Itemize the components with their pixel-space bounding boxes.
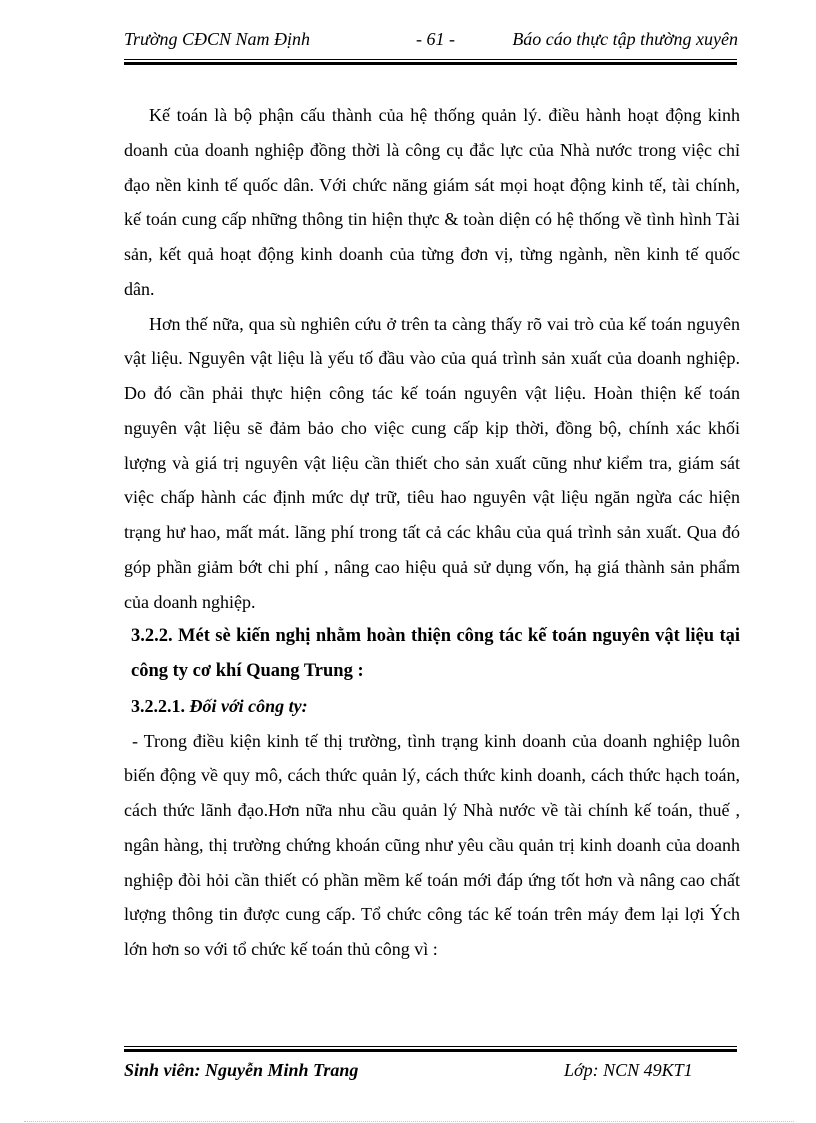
footer-class: Lớp: NCN 49KT1 bbox=[564, 1060, 693, 1080]
footer-divider bbox=[124, 1046, 737, 1052]
page-body bbox=[124, 98, 740, 967]
section-heading-3-2-2-1 bbox=[124, 689, 740, 724]
section-heading-3-2-2: 3.2.2. Mét sè kiến nghị nhằm hoàn thiện công tác kế toán nguyên vật liệu tại công ty cơ khí Quang Trung : bbox=[131, 626, 740, 681]
header-divider bbox=[124, 59, 737, 65]
paragraph-market-conditions: - Trong điều kiện kinh tế thị trường, tình trạng kinh doanh của doanh nghiệp luôn biến động về quy mô, cách thức quản lý, cách thức kinh doanh, cách thức hạch toán, cách thức lãnh đạo.Hơn nữa nhu cầu quản lý Nhà nước về tài chính kế toán, thuế , ngân hàng, thị trường chứng khoán cũng như yêu cầu quản trị kinh doanh của doanh nghiệp đòi hỏi cần thiết có phần mềm kế toán mới đáp ứng tốt hơn và nâng cao chất lượng thông tin được cung cấp. Tổ chức công tác kế toán trên máy đem lại lợi Ých lớn hơn so với tổ chức kế toán thủ công vì : bbox=[124, 730, 740, 959]
section-number: 3.2.2.1. bbox=[131, 695, 185, 716]
paragraph-accounting-role: Kế toán là bộ phận cấu thành của hệ thống quản lý. điều hành hoạt động kinh doanh của doanh nghiệp đồng thời là công cụ đắc lực của Nhà nước trong việc chỉ đạo nền kinh tế quốc dân. Với chức năng giám sát mọi hoạt động kinh tế, tài chính, kế toán cung cấp những thông tin hiện thực & toàn diện có hệ thống về tình hình Tài sản, kết quả hoạt động kinh doanh của từng đơn vị, từng ngành, nền kinh tế quốc dân. bbox=[124, 105, 740, 299]
header-report-title: Báo cáo thực tập thường xuyên bbox=[512, 29, 738, 49]
page-header bbox=[124, 26, 738, 52]
header-page-number: - 61 - bbox=[416, 29, 455, 49]
section-title: Đối với công ty: bbox=[189, 695, 308, 716]
header-school: Trường CĐCN Nam Định bbox=[124, 29, 310, 49]
paragraph-materials-importance: Hơn thế nữa, qua sù nghiên cứu ở trên ta càng thấy rõ vai trò của kế toán nguyên vật liệu. Nguyên vật liệu là yếu tố đầu vào của quá trình sản xuất của doanh nghiệp. Do đó cần phải thực hiện công tác kế toán nguyên vật liệu. Hoàn thiện kế toán nguyên vật liệu sẽ đảm bảo cho việc cung cấp kịp thời, đồng bộ, chính xác khối lượng và giá trị nguyên vật liệu cần thiết cho sản xuất cũng như kiểm tra, giám sát việc chấp hành các định mức dự trữ, tiêu hao nguyên vật liệu ngăn ngừa các hiện trạng hư hao, mất mát. lãng phí trong tất cả các khâu của quá trình sản xuất. Qua đó góp phần giảm bớt chi phí , nâng cao hiệu quả sử dụng vốn, hạ giá thành sản phẩm của doanh nghiệp. bbox=[124, 313, 740, 612]
footer-student-name: Sinh viên: Nguyễn Minh Trang bbox=[124, 1060, 359, 1080]
page-bottom-edge bbox=[24, 1121, 794, 1122]
page-footer bbox=[124, 1056, 738, 1084]
